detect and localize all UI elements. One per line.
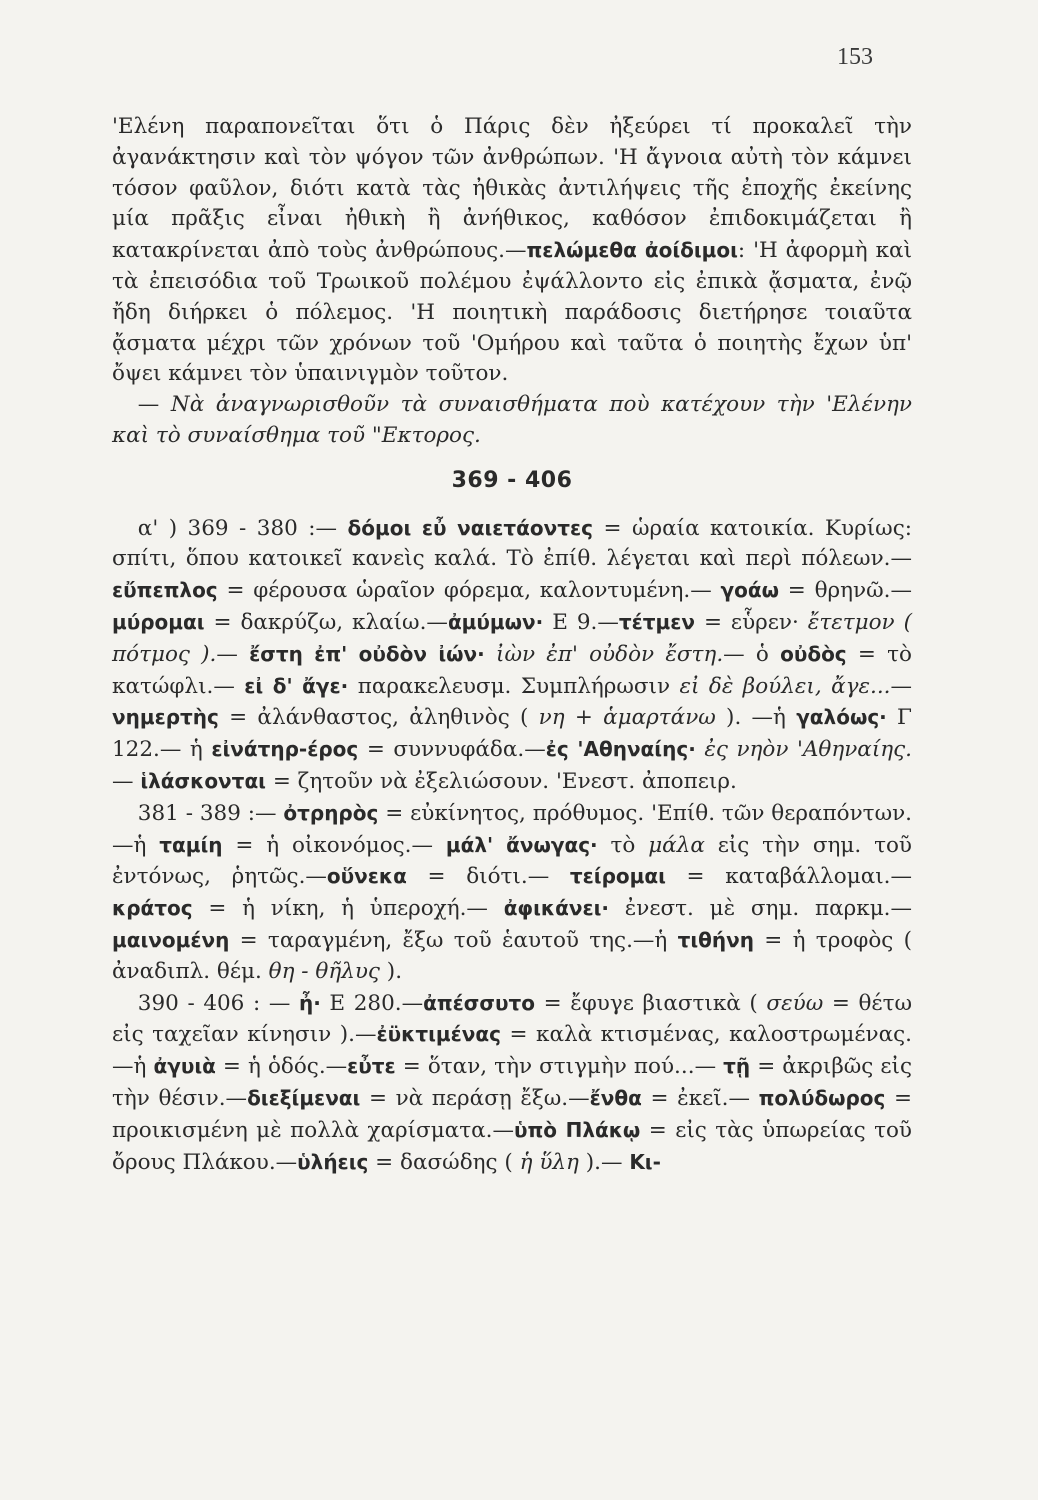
text-run: = φέρουσα ὡραῖον φόρεμα, καλοντυμένη.—: [217, 578, 721, 604]
bold-term: εἰ δ' ἄγε·: [244, 673, 349, 698]
bold-term: εὔπεπλος: [112, 578, 218, 603]
bold-term: ταμίη: [159, 832, 223, 857]
text-run: —: [112, 768, 141, 794]
italic-text: ἡ ὕλη: [519, 1149, 579, 1175]
bold-term: δόμοι εὖ ναιετάοντες: [347, 515, 593, 540]
text-run: = ὅταν, τὴν στιγμὴν πού...—: [395, 1054, 724, 1080]
bold-term: ἔστη ἐπ' οὐδὸν ἰών·: [249, 641, 485, 666]
bold-term: τείρομαι: [569, 864, 666, 889]
text-run: 390 - 406 : —: [137, 990, 299, 1016]
text-run: = καλὰ κτισμένας, καλοστρωμένας.—ἡ: [112, 1022, 913, 1080]
bold-term: νημερτὴς: [112, 705, 219, 730]
text-run: = δασώδης (: [368, 1149, 520, 1175]
text-run: ).: [379, 958, 403, 984]
text-run: —: [890, 673, 912, 699]
bold-term: οὕνεκα: [326, 864, 407, 889]
bold-term: διεξίμεναι: [247, 1085, 361, 1110]
italic-text: νη + ἁμαρτάνω: [538, 705, 716, 731]
italic-text: ἐς νηὸν 'Αθηναίης.: [704, 737, 912, 763]
text-run: = θρηνῶ.—: [779, 578, 912, 604]
paragraph-369-380: [112, 513, 912, 798]
text-run: = ἐκεῖ.—: [641, 1085, 759, 1111]
bold-term: ἀπέσσυτο: [423, 990, 535, 1015]
text-run: = ἔφυγε βιαστικὰ (: [534, 990, 767, 1016]
bold-term: Κι-: [629, 1149, 661, 1174]
bold-term: εἰνάτηρ-έρος: [211, 737, 359, 762]
bold-term: ἦ·: [298, 990, 321, 1015]
paragraph-390-406: [112, 988, 912, 1179]
bold-term: τῇ: [723, 1054, 751, 1079]
italic-text: σεύω: [766, 990, 824, 1016]
paragraph-381-389: [112, 798, 912, 988]
text-run: : 'Η ἀφορμὴ καὶ τὰ ἐπεισόδια τοῦ Τρωικοῦ πολέμου ἐψάλλοντο εἰς ἐπικὰ ᾄσματα, ἐνῷ ἤδη διήρκει ὁ πόλεμος. 'Η ποιητικὴ παράδοσις διετήρησε τοιαῦτα ᾄσματα μέχρι τῶν χρόνων τοῦ 'Ομήρου καὶ ταῦτα ὁ ποιητὴς ἔχων ὑπ' ὄψει κάμνει τὸν ὑπαινιγμὸν τοῦτον.: [112, 238, 912, 387]
text-run: — ὁ: [723, 641, 781, 667]
bold-term: ἐς 'Αθηναίης·: [545, 737, 696, 762]
bold-term: ἐϋκτιμένας: [376, 1022, 501, 1047]
bold-term: εὖτε: [347, 1054, 396, 1079]
text-run: ). —ἡ: [715, 705, 797, 731]
text-run: —: [216, 641, 250, 667]
text-run: = τὸ κατώφλι.—: [112, 641, 912, 699]
bold-term: ὑλήεις: [297, 1149, 369, 1174]
bold-term: γοάω: [720, 578, 780, 603]
text-run: Ε 9.—: [543, 609, 619, 635]
text-run: = ὡραία κατοικία. Κυρίως: σπίτι, ὅπου κατοικεῖ κανεὶς καλά. Τὸ ἐπίθ. λέγεται καὶ περὶ πόλεων.—: [112, 515, 912, 572]
text-run: τὸ: [597, 832, 649, 858]
text-run: = ἀλάνθαστος, ἀληθινὸς (: [218, 705, 539, 731]
italic-text: εἰ δὲ βούλει, ἄγε...: [679, 673, 891, 699]
text-run: Γ 122.— ἡ: [112, 705, 912, 763]
bold-term: μάλ' ἄνωγας·: [445, 832, 598, 857]
italic-text: ἔτετμον ( πότμος ).: [112, 609, 912, 667]
text-run: = ἡ ὁδός.—: [215, 1054, 348, 1080]
text-run: = προικισμένη μὲ πολλὰ χαρίσματα.—: [112, 1085, 912, 1143]
italic-text: Νὰ ἀναγνωρισθοῦν τὰ συναισθήματα ποὺ κατέχουν τὴν 'Ελένην καὶ τὸ συναίσθημα τοῦ "Εκτορος.: [112, 392, 913, 448]
bold-term: ἀφικάνει·: [503, 896, 609, 921]
text-run: = εὗρεν·: [695, 609, 808, 635]
text-run: ).—: [578, 1149, 630, 1175]
text-run: = ζητοῦν νὰ ἐξελιώσουν. 'Ενεστ. ἀποπειρ.: [265, 768, 737, 794]
bold-term: ἀγυιὰ: [153, 1054, 216, 1079]
bold-term: μαινομένη: [112, 927, 230, 952]
text-run: = νὰ περάσῃ ἔξω.—: [360, 1085, 590, 1111]
text-run: εἰς τὴν σημ. τοῦ ἐντόνως, ῥητῶς.—: [112, 832, 912, 890]
text-run: 'Ελένη παραπονεῖται ὅτι ὁ Πάρις δὲν ἠξεύρει τί προκαλεῖ τὴν ἀγανάκτησιν καὶ τὸν ψόγον τῶν ἀνθρώπων. 'Η ἄγνοια αὐτὴ τὸν κάμνει τόσον φαῦλον, διότι κατὰ τὰς ἠθικὰς ἀντιλήψεις τῆς ἐποχῆς ἐκείνης μία πρᾶξις εἶναι ἠθικὴ ἢ ἀνήθικος, καθόσον ἐπιδοκιμάζεται ἢ κατακρίνεται ἀπὸ τοὺς ἀνθρώπους.—: [112, 114, 912, 264]
section-heading: 369 - 406: [451, 467, 573, 493]
italic-text: ἰὼν ἐπ' οὐδὸν ἔστη.: [496, 641, 724, 667]
bold-term: κράτος: [112, 896, 193, 921]
paragraph-intro: [112, 112, 912, 390]
bold-term: μύρομαι: [112, 609, 205, 634]
bold-term: ὑπὸ Πλάκῳ: [513, 1117, 641, 1142]
text-run: [485, 642, 496, 667]
text-run: = ἡ οἰκονόμος.—: [222, 832, 446, 858]
text-run: = εὐκίνητος, πρόθυμος. 'Επίθ. τῶν θεραπόντων.—ἡ: [112, 800, 913, 858]
bold-term: γαλόως·: [796, 705, 887, 730]
text-run: —: [137, 392, 171, 418]
text-run: α' ) 369 - 380 :—: [137, 515, 348, 541]
bold-term: οὐδὸς: [780, 641, 847, 666]
bold-term: τιθήνη: [677, 927, 755, 952]
page-text: [112, 112, 912, 1178]
text-run: = δακρύζω, κλαίω.—: [204, 609, 448, 635]
italic-text: θη - θῆλυς: [268, 958, 380, 984]
text-run: Ε 280.—: [320, 990, 424, 1016]
page-number: 153: [837, 44, 873, 70]
bold-term: πολύδωρος: [758, 1085, 886, 1110]
bold-term: ὀτρηρὸς: [283, 800, 379, 825]
text-run: = ἡ νίκη, ἡ ὑπεροχή.—: [192, 896, 504, 922]
text-run: = θέτω εἰς ταχεῖαν κίνησιν ).—: [112, 990, 912, 1048]
bold-term: ἀμύμων·: [447, 609, 544, 634]
text-run: = καταβάλλομαι.—: [665, 864, 912, 890]
bold-term: τέτμεν: [618, 609, 695, 634]
text-run: = ταραγμένη, ἔξω τοῦ ἑαυτοῦ της.—ἡ: [229, 927, 678, 953]
text-run: παρακελευσμ. Συμπλήρωσιν: [348, 673, 680, 699]
text-run: = εἰς τὰς ὑπωρείας τοῦ ὄρους Πλάκου.—: [112, 1117, 912, 1175]
bold-term: πελώμεθα ἀοίδιμοι: [526, 238, 738, 263]
text-run: = ἡ τροφὸς ( ἀναδιπλ. θέμ.: [112, 927, 912, 984]
paragraph-question: [112, 390, 912, 452]
italic-text: μάλα: [648, 832, 705, 858]
text-run: 381 - 389 :—: [137, 800, 284, 826]
text-run: = διότι.—: [406, 864, 570, 890]
text-run: = ἀκριβῶς εἰς τὴν θέσιν.—: [112, 1054, 913, 1111]
bold-term: ἱλάσκονται: [140, 768, 266, 793]
bold-term: ἔνθα: [589, 1085, 642, 1110]
text-run: = συννυφάδα.—: [358, 737, 546, 763]
text-run: ἐνεστ. μὲ σημ. παρκμ.—: [608, 896, 912, 922]
